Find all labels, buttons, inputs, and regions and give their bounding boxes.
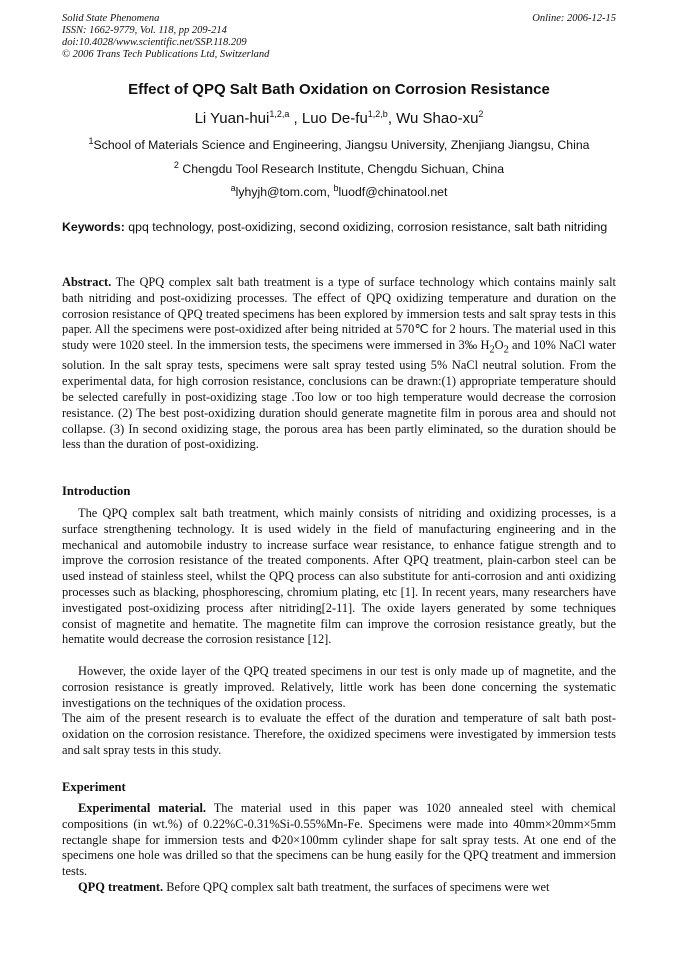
author-superscript: 2 [478,109,484,119]
experimental-material-label: Experimental material. [78,801,207,815]
email-line [62,180,616,200]
affiliation-2 [62,157,616,177]
keywords-label: Keywords: [62,220,125,234]
formula-part: O [494,338,504,353]
section-heading-experiment: Experiment [62,780,126,794]
abstract-text: and 10% NaCl water solution. In the salt spray tests, specimens were salt spray tested using 5% NaCl neutral solution. From the experimental data, for high corrosion resistance, conclusions can be drawn:(1) appropriate temperature should be selected carefully in post-oxidizing stage .Too low or too high temperature would decrease the corrosion resistance. (2) The best post-oxidizing duration should generate magnetite film in porous area and should not collapse. (3) In second oxidizing stage, the porous area has been partly eliminated, so the duration should be less than the duration of post-oxidizing. [62,338,616,452]
author-name: Wu Shao-xu [396,110,479,127]
paper-title: Effect of QPQ Salt Bath Oxidation on Corrosion Resistance [128,81,550,98]
author-list [62,104,616,129]
abstract-paragraph [62,275,616,453]
email-address: lyhyjh@tom.com [235,185,327,200]
author-name: Li Yuan-hui [194,110,270,127]
online-date: Online: 2006-12-15 [532,13,616,24]
abstract-label: Abstract. [62,275,112,289]
email-superscript: a [230,183,236,193]
author-separator: , [289,110,302,127]
author-separator: , [387,110,397,127]
email-separator: , [326,185,334,200]
author-superscript: 1,2,a [269,109,290,119]
copyright-line: © 2006 Trans Tech Publications Ltd, Switzerland [62,49,270,60]
email-address: luodf@chinatool.net [338,185,448,200]
subscript: 2 [489,344,495,356]
doi-line: doi:10.4028/www.scientific.net/SSP.118.209 [62,37,247,48]
subscript: 2 [503,344,509,356]
abstract-text: The QPQ complex salt bath treatment is a type of surface technology which contains mainly salt bath nitriding and post-oxidizing processes. The effect of QPQ oxidizing temperature and duration on the corrosion resistance of QPQ treated specimens has been explored by immersion tests and salt spray tests in this paper. All the specimens were post-oxidized after being nitrided at 570 [62,275,616,337]
affiliation-superscript: 2 [173,160,179,170]
affiliation-1 [62,133,616,153]
degree-symbol: ℃ [414,322,429,337]
author-name: Luo De-fu [301,110,368,127]
issn-line: ISSN: 1662-9779, Vol. 118, pp 209-214 [62,25,227,36]
abstract-text: for 2 hours. The material used in this study were 1020 steel. In the immersion tests, the specimens were immersed in 3‰ H [62,322,616,353]
email-superscript: b [333,183,339,193]
section-heading-introduction: Introduction [62,484,131,498]
affiliation-text: School of Materials Science and Engineering, Jiangsu University, Zhenjiang Jiangsu, China [93,138,590,153]
qpq-treatment-label: QPQ treatment. [78,880,164,894]
qpq-treatment-text: Before QPQ complex salt bath treatment, the surfaces of specimens were wet [163,880,550,894]
author-superscript: 1,2,b [367,109,388,119]
keywords-block [62,219,616,236]
keywords-text: qpq technology, post-oxidizing, second oxidizing, corrosion resistance, salt bath nitriding [124,220,608,234]
affiliation-text: Chengdu Tool Research Institute, Chengdu Sichuan, China [178,162,505,177]
journal-name: Solid State Phenomena [62,13,160,24]
introduction-paragraph-1: The QPQ complex salt bath treatment, which mainly consists of nitriding and oxidizing processes, is a surface strengthening technology. It is used widely in the field of manufacturing engineering and in the mechanical and automobile industry to increase surface wear resistance, to enhance fatigue strength and to improve the corrosion resistance of the treated components. After QPQ treatment, plain-carbon steel can be used instead of stainless steel, whilst the QPQ process can also substitute for anti-corrosion and anti oxidizing processes such as blacking, phosphorescing, chromium plating, etc [1]. In recent years, many researchers have investigated post-oxidizing process after nitriding[2-11]. The oxide layers generated by some techniques consist of magnetite and hematite. The magnetite film can improve the corrosion resistance greatly, but the hematite would decrease the corrosion resistance [12]. [62,506,616,647]
introduction-paragraph-3: The aim of the present research is to evaluate the effect of the duration and temperature of salt bath post-oxidation on the corrosion resistance. Therefore, the oxidized specimens were investigated by immersion tests and salt spray tests in this study. [62,711,616,757]
experiment-material-paragraph [62,801,616,880]
qpq-treatment-paragraph [62,880,616,896]
introduction-paragraph-2: However, the oxide layer of the QPQ treated specimens in our test is only made up of magnetite, and the corrosion resistance is greatly improved. Relatively, little work has been done concerning the systematic investigations on the techniques of the oxidation process. [62,664,616,710]
journal-header [62,13,616,61]
experimental-material-text: The material used in this paper was 1020 annealed steel with chemical compositions (in wt.%) of 0.22%C-0.31%Si-0.55%Mn-Fe. Specimens were made into 40mm×20mm×5mm rectangle shape for immersion tests and Φ20×100mm cylinder shape for salt spray tests. At one end of the specimens one hole was drilled so that the specimens can be hung easily for the QPQ treatment and immersion tests. [62,801,616,879]
affiliation-superscript: 1 [88,136,94,146]
